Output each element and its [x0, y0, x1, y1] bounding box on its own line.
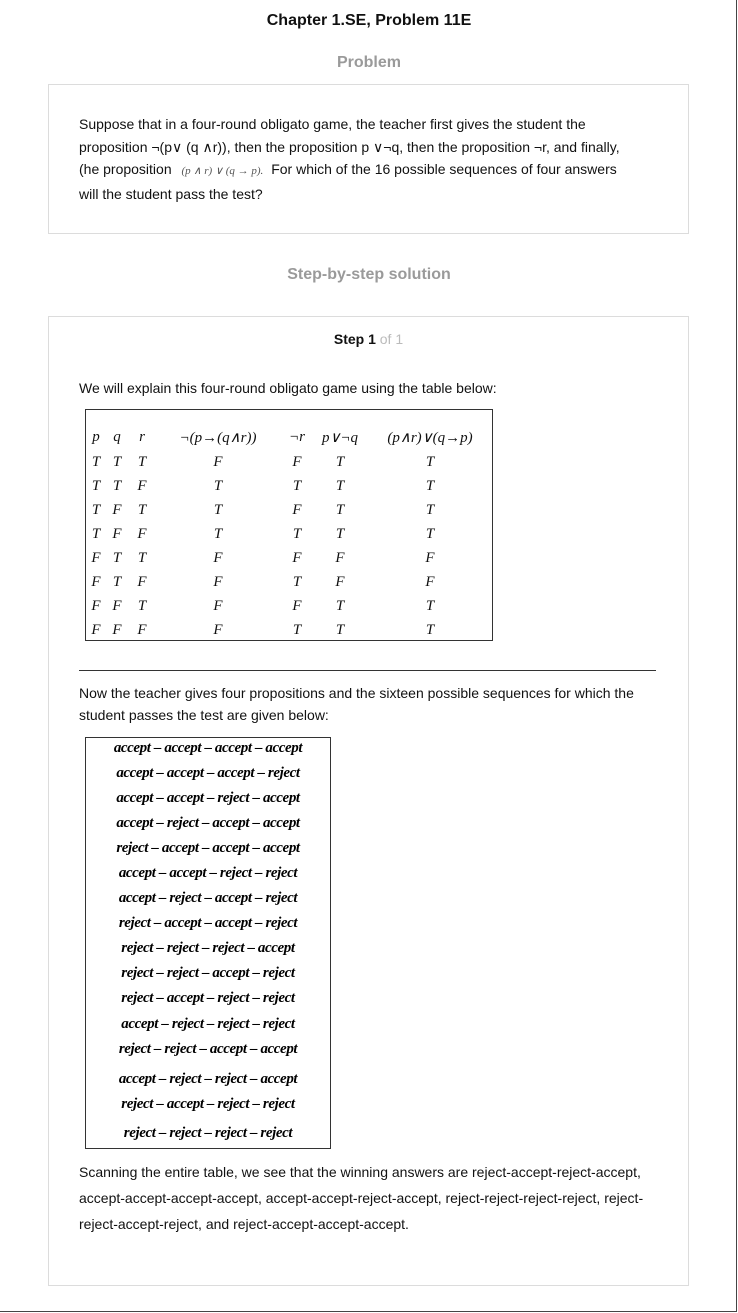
problem-line-1: Suppose that in a four-round obligato game, the teacher first gives the student the	[79, 116, 586, 132]
sequence-item: accept – accept – reject – accept	[116, 790, 300, 806]
truth-table-cell: F	[292, 597, 302, 614]
sequence-item: reject – accept – reject – reject	[121, 990, 295, 1006]
truth-table-cell: T	[292, 477, 302, 494]
truth-table-cell: F	[91, 549, 101, 566]
truth-table-header-cell: q	[113, 428, 121, 445]
passes-text: Now the teacher gives four propositions and the sixteen possible sequences for which the student passes the test are given below:	[79, 685, 634, 723]
step-of-count: of 1	[379, 331, 404, 347]
sequence-item: reject – reject – accept – accept	[118, 1041, 298, 1057]
solution-heading: Step-by-step solution	[287, 266, 451, 283]
truth-table-cell: T	[137, 453, 147, 470]
step-label: Step 1	[333, 331, 376, 347]
truth-table-row	[88, 450, 492, 474]
truth-table-cell: F	[335, 573, 345, 590]
truth-table-row	[88, 498, 492, 522]
truth-table-cell: F	[112, 597, 122, 614]
sequence-item: accept – accept – reject – reject	[118, 865, 298, 881]
sequence-item: reject – accept – reject – reject	[121, 1096, 295, 1112]
truth-table-row	[88, 522, 492, 546]
truth-table-cell: T	[425, 597, 435, 614]
truth-table-cell: T	[137, 501, 147, 518]
truth-table-header-cell: r	[139, 428, 145, 445]
truth-table-cell: T	[213, 477, 223, 494]
truth-table-header-cell: (p∧r)∨(q→p)	[387, 429, 473, 446]
truth-table-cell: T	[112, 453, 122, 470]
truth-table-row	[88, 474, 492, 498]
problem-line-3: (he proposition (p ∧ r) ∨ (q → p). For which of the 16 possible sequences of four answers	[79, 161, 617, 177]
truth-table-cell: F	[137, 621, 147, 638]
truth-table-cell: F	[137, 525, 147, 542]
section-divider	[79, 670, 656, 671]
truth-table-cell: F	[112, 525, 122, 542]
truth-table-cell: T	[425, 453, 435, 470]
sequence-item: accept – accept – accept – accept	[113, 740, 303, 756]
truth-table-cell: T	[91, 453, 101, 470]
sequence-item: accept – reject – accept – accept	[116, 815, 300, 831]
sequence-item: reject – accept – accept – reject	[118, 915, 298, 931]
sequence-item: reject – reject – reject – reject	[123, 1125, 293, 1141]
truth-table-cell: T	[335, 525, 345, 542]
truth-table-cell: T	[112, 477, 122, 494]
truth-table-cell: T	[335, 501, 345, 518]
truth-table-cell: T	[137, 597, 147, 614]
chapter-title: Chapter 1.SE, Problem 11E	[266, 12, 472, 29]
solution-card	[48, 316, 689, 1286]
truth-table-header-cell: p	[92, 428, 100, 445]
truth-table-box	[85, 409, 493, 641]
truth-table	[88, 424, 492, 642]
truth-table-cell: F	[137, 573, 147, 590]
sequence-list-box	[85, 737, 331, 1149]
sequence-item: accept – reject – accept – reject	[118, 890, 298, 906]
truth-table-cell: T	[425, 477, 435, 494]
sequence-item: accept – reject – reject – accept	[118, 1071, 298, 1087]
truth-table-header-cell: ¬r	[289, 428, 305, 445]
truth-table-cell: F	[292, 453, 302, 470]
truth-table-cell: F	[112, 621, 122, 638]
truth-table-row	[88, 618, 492, 642]
truth-table-cell: T	[112, 573, 122, 590]
truth-table-cell: T	[335, 477, 345, 494]
truth-table-cell: T	[213, 501, 223, 518]
truth-table-cell: F	[112, 501, 122, 518]
sequence-item: reject – reject – accept – reject	[121, 965, 295, 981]
truth-table-row	[88, 570, 492, 594]
problem-line-4: will the student pass the test?	[79, 185, 263, 202]
truth-table-cell: F	[91, 621, 101, 638]
truth-table-cell: F	[425, 549, 435, 566]
truth-table-cell: T	[213, 525, 223, 542]
truth-table-cell: T	[335, 453, 345, 470]
truth-table-cell: T	[335, 621, 345, 638]
truth-table-cell: T	[112, 549, 122, 566]
truth-table-header-row	[88, 424, 492, 450]
problem-card	[48, 84, 689, 234]
truth-table-cell: F	[91, 573, 101, 590]
truth-table-cell: T	[335, 597, 345, 614]
truth-table-cell: T	[292, 525, 302, 542]
truth-table-cell: T	[292, 621, 302, 638]
truth-table-cell: F	[213, 573, 223, 590]
truth-table-cell: F	[292, 549, 302, 566]
truth-table-cell: T	[91, 501, 101, 518]
truth-table-cell: F	[213, 621, 223, 638]
sequence-item: accept – accept – accept – reject	[116, 765, 300, 781]
truth-table-row	[88, 546, 492, 570]
truth-table-cell: F	[213, 597, 223, 614]
truth-table-row	[88, 594, 492, 618]
truth-table-header-cell: p∨¬q	[321, 429, 359, 446]
truth-table-cell: T	[91, 525, 101, 542]
truth-table-cell: F	[213, 453, 223, 470]
problem-line-2: proposition ¬(p∨ (q ∧r)), then the proposition p ∨¬q, then the proposition ¬r, and finally,	[79, 138, 620, 155]
truth-table-cell: T	[91, 477, 101, 494]
problem-heading: Problem	[336, 54, 401, 71]
truth-table-cell: F	[335, 549, 345, 566]
problem-formula: (p ∧ r) ∨ (q → p).	[181, 165, 264, 177]
conclusion-text: Scanning the entire table, we see that the winning answers are reject-accept-reject-accept, accept-accept-accept-accept, accept-accept-reject-accept, reject-reject-reject-reject, reject-reject-accept-reject, and reject-accept-accept-accept.	[79, 1164, 644, 1232]
problem-text	[79, 113, 659, 205]
truth-table-cell: F	[213, 549, 223, 566]
truth-table-cell: T	[137, 549, 147, 566]
truth-table-cell: F	[137, 477, 147, 494]
step-title	[49, 331, 688, 347]
sequence-item: reject – reject – reject – accept	[121, 940, 295, 956]
truth-table-cell: T	[425, 525, 435, 542]
sequence-item: reject – accept – accept – accept	[116, 840, 300, 856]
truth-table-cell: F	[292, 501, 302, 518]
truth-table-cell: F	[425, 573, 435, 590]
truth-table-cell: F	[91, 597, 101, 614]
truth-table-cell: T	[292, 573, 302, 590]
truth-table-header-cell: ¬(p→(q∧r))	[179, 429, 257, 446]
step-intro: We will explain this four-round obligato game using the table below:	[79, 380, 497, 396]
truth-table-cell: T	[425, 501, 435, 518]
truth-table-cell: T	[425, 621, 435, 638]
sequence-item: accept – reject – reject – reject	[121, 1016, 295, 1032]
